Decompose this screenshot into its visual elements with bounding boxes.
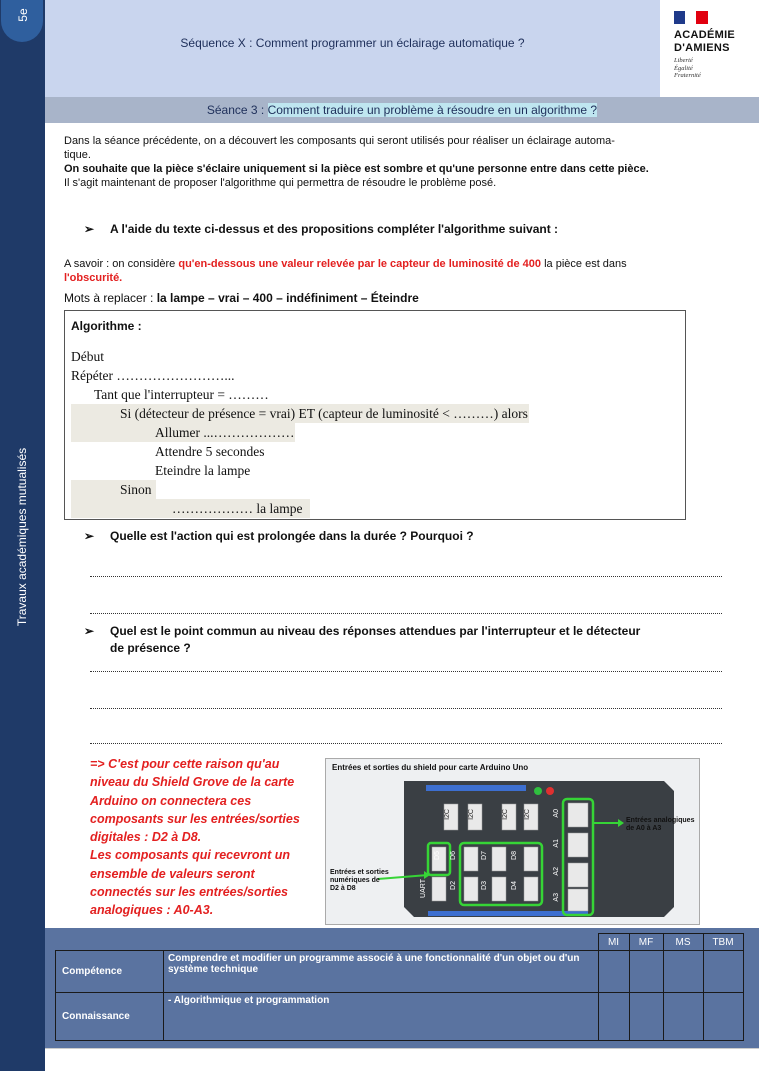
a-savoir — [64, 257, 714, 285]
algo-line: Début — [71, 349, 104, 364]
algo-line: Répéter ……………………... — [71, 368, 235, 383]
port-label: A0 — [553, 809, 560, 818]
intro-text — [64, 134, 724, 190]
level-cell[interactable] — [598, 951, 629, 993]
words-list: la lampe – vrai – 400 – indéfiniment – Éteindre — [156, 291, 419, 305]
algo-line: ……………… la lampe — [71, 499, 529, 518]
a-savoir-text-1: A savoir : on considère — [64, 258, 179, 270]
port-label: A3 — [553, 893, 560, 902]
level-header: TBM — [703, 934, 743, 951]
seance-title: Comment traduire un problème à résoudre en un algorithme ? — [267, 103, 598, 117]
question-2-text: Quelle est l'action qui est prolongée dans la durée ? Pourquoi ? — [110, 529, 474, 543]
shield-board-svg — [326, 759, 699, 924]
port-label: A2 — [553, 867, 560, 876]
port-label: D5 — [434, 851, 441, 860]
port-label: D4 — [511, 881, 518, 890]
port-label: D2 — [450, 881, 457, 890]
words-label: Mots à replacer : — [64, 291, 157, 305]
algorithm-box — [64, 310, 686, 520]
flag-icon — [674, 11, 708, 24]
answer-line[interactable] — [90, 671, 722, 672]
seance-bar — [45, 97, 759, 123]
a-savoir-red: qu'en-dessous une valeur relevée par le capteur de luminosité de 400 — [178, 258, 542, 270]
evaluation-table — [55, 933, 744, 1041]
answer-line[interactable] — [90, 708, 722, 709]
level-cell[interactable] — [598, 993, 629, 1041]
port-label: D8 — [511, 851, 518, 860]
algo-line: Eteindre la lampe — [155, 463, 251, 478]
note-line: niveau du Shield Grove de la carte — [90, 775, 295, 790]
question-3-text-b: de présence ? — [110, 641, 191, 655]
port-label: I2C — [444, 809, 451, 820]
competence-label: Compétence — [56, 951, 164, 993]
algo-line: Tant que l'interrupteur = ……… — [94, 387, 269, 402]
port-label: UART — [420, 879, 427, 898]
port-label: I2C — [524, 809, 531, 820]
led-red — [546, 787, 554, 795]
port-label: I2C — [468, 809, 475, 820]
led-green — [534, 787, 542, 795]
connaissance-desc: - Algorithmique et programmation — [164, 993, 599, 1041]
level-header: MF — [629, 934, 663, 951]
shield-diagram-title: Entrées et sorties du shield pour carte Arduino Uno — [332, 763, 529, 772]
red-note — [90, 755, 320, 920]
algo-line: Attendre 5 secondes — [155, 444, 265, 459]
intro-p2: On souhaite que la pièce s'éclaire uniquement si la pièce est sombre et qu'une personne entre dans cette pièce. — [64, 163, 649, 175]
question-3-text-a: Quel est le point commun au niveau des réponses attendues par l'interrupteur et le détecteur — [110, 624, 641, 638]
motto-fraternite: Fraternité — [674, 72, 701, 79]
port-label: D3 — [481, 881, 488, 890]
algo-line: Si (détecteur de présence = vrai) ET (capteur de luminosité < ………) alors — [71, 404, 529, 423]
intro-p3: Il s'agit maintenant de proposer l'algorithme qui permettra de résoudre le problème posé. — [64, 177, 497, 189]
words-to-place — [64, 291, 419, 305]
arrow-bullet-icon: ➢ — [84, 529, 95, 543]
algo-line: Sinon — [71, 480, 529, 499]
intro-p1a: Dans la séance précédente, on a découvert les composants qui seront utilisés pour réaliser un éclairage automa- — [64, 135, 615, 147]
level-header: MI — [598, 934, 629, 951]
level-cell[interactable] — [629, 993, 663, 1041]
seance-prefix: Séance 3 : — [206, 103, 268, 117]
analog-label: Entrées analogiques de A0 à A3 — [626, 817, 695, 832]
level-cell[interactable] — [703, 951, 743, 993]
digital-label: Entrées et sorties numériques de D2 à D8 — [330, 869, 389, 892]
note-line: connectés sur les entrées/sorties — [90, 885, 289, 900]
academy-logo — [660, 0, 759, 97]
note-line: Arduino on connectera ces — [90, 793, 252, 808]
question-1 — [84, 221, 720, 238]
motto-liberte: Liberté — [674, 57, 693, 64]
question-2 — [84, 528, 720, 545]
arrow-bullet-icon: ➢ — [84, 222, 95, 236]
footer-bottom — [45, 1048, 759, 1072]
sidebar — [0, 0, 45, 1071]
arrow-bullet-icon: ➢ — [84, 624, 95, 638]
motto-egalite: Égalité — [674, 64, 693, 72]
level-cell[interactable] — [629, 951, 663, 993]
logo-motto — [674, 57, 701, 80]
sequence-title: Séquence X : Comment programmer un éclairage automatique ? — [180, 36, 525, 50]
answer-line[interactable] — [90, 576, 722, 577]
answer-line[interactable] — [90, 743, 722, 744]
intro-p1b: tique. — [64, 149, 91, 161]
sidebar-label: Travaux académiques mutualisés — [15, 447, 29, 627]
logo-text-amiens: D'AMIENS — [674, 42, 730, 54]
grade-label: 5e — [16, 8, 30, 22]
note-line: Les composants qui recevront un — [90, 848, 291, 863]
port-label: I2C — [502, 809, 509, 820]
question-3 — [84, 623, 720, 657]
a-savoir-red-2: l'obscurité. — [64, 272, 123, 284]
note-line: digitales : D2 à D8. — [90, 830, 202, 845]
level-cell[interactable] — [703, 993, 743, 1041]
port-label: D7 — [481, 851, 488, 860]
competence-desc: Comprendre et modifier un programme associé à une fonctionnalité d'un objet ou d'un système technique — [164, 951, 599, 993]
note-line: ensemble de valeurs seront — [90, 866, 255, 881]
header-pins-top — [426, 785, 526, 791]
level-cell[interactable] — [663, 993, 703, 1041]
algorithm-title: Algorithme : — [71, 319, 142, 333]
note-line: analogiques : A0-A3. — [90, 903, 214, 918]
level-header: MS — [663, 934, 703, 951]
algorithm-lines — [71, 347, 529, 518]
note-line: composants sur les entrées/sorties — [90, 811, 300, 826]
logo-text-academie: ACADÉMIE — [674, 29, 736, 41]
algo-line: Allumer ...……………… — [71, 423, 529, 442]
question-1-text: A l'aide du texte ci-dessus et des propositions compléter l'algorithme suivant : — [110, 222, 559, 236]
level-cell[interactable] — [663, 951, 703, 993]
answer-line[interactable] — [90, 613, 722, 614]
shield-diagram — [325, 758, 700, 925]
note-line: => C'est pour cette raison qu'au — [90, 757, 280, 771]
grade-badge — [1, 0, 43, 42]
port-label: D6 — [450, 851, 457, 860]
header — [45, 0, 660, 97]
a-savoir-text-2: la pièce est dans — [541, 258, 627, 270]
connaissance-label: Connaissance — [56, 993, 164, 1041]
port-label: A1 — [553, 839, 560, 848]
